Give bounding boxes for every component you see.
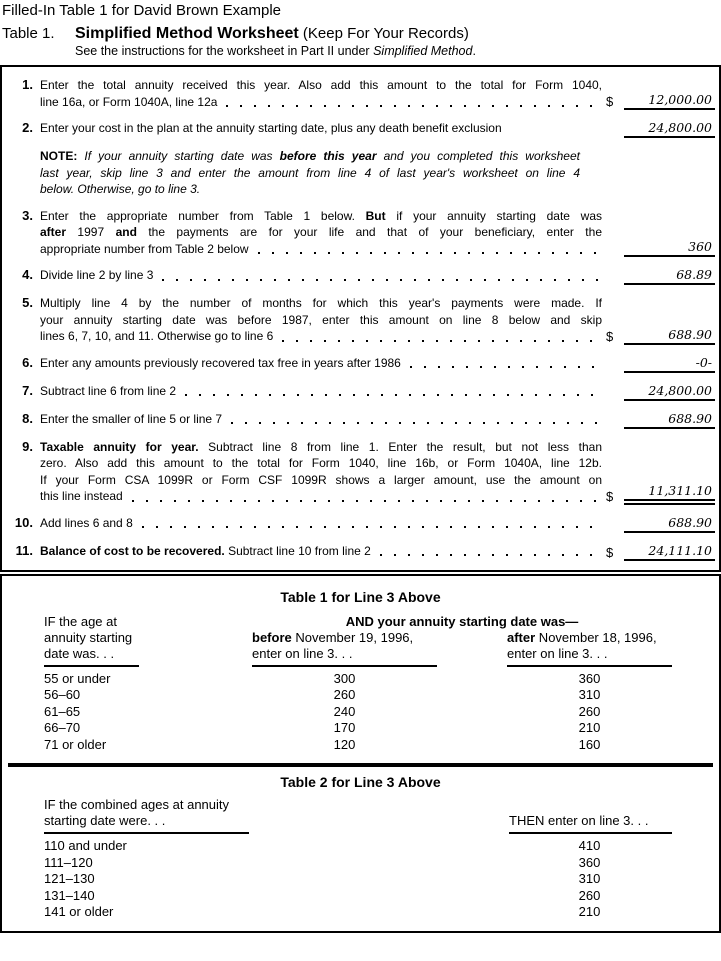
amount-value: 11,311.10	[648, 482, 712, 498]
table2-header	[2, 797, 719, 834]
text-segment: line 16a, or Form 1040A, line 12a	[40, 94, 218, 109]
before-value: 170	[333, 720, 356, 735]
dot-leader	[162, 279, 598, 281]
dot-leader	[185, 394, 598, 396]
header-underline	[44, 665, 139, 667]
line-text	[40, 267, 602, 285]
amount-field	[624, 483, 715, 505]
text-segment: Taxable annuity for year.	[40, 439, 199, 454]
text-line	[40, 77, 602, 94]
text-content	[40, 328, 273, 345]
worksheet-title-row	[2, 25, 721, 43]
age-range: 61–65	[44, 703, 81, 719]
text-line	[40, 543, 602, 560]
line-number: 11.	[15, 542, 33, 558]
amount-value: 24,800.00	[648, 120, 712, 135]
text-line	[40, 120, 602, 137]
text-segment: Subtract line 6 from line 2	[40, 383, 177, 398]
text-content	[40, 355, 401, 372]
worksheet-line	[2, 295, 719, 345]
text-content	[40, 166, 580, 180]
header-underline	[44, 832, 249, 834]
text-content	[40, 296, 602, 310]
table-label: Table 1.	[2, 25, 55, 42]
line-number: 6.	[22, 354, 33, 370]
text-content	[40, 488, 123, 505]
header-underline	[509, 832, 672, 834]
amount-value: 68.89	[676, 267, 712, 282]
dollar-sign: $	[606, 544, 614, 560]
amount-cell	[602, 239, 719, 257]
amount-field	[624, 239, 715, 257]
age-range: 56–60	[44, 687, 81, 702]
text-content	[40, 267, 153, 284]
line-text	[40, 148, 580, 198]
worksheet-line	[2, 120, 719, 138]
after-value: 210	[578, 720, 601, 735]
text-line	[40, 472, 602, 489]
text-content	[40, 440, 602, 454]
worksheet-line	[2, 77, 719, 110]
table1-row	[2, 687, 719, 704]
dot-leader	[226, 105, 598, 107]
line3-value: 410	[578, 838, 601, 853]
column-gap	[437, 630, 507, 667]
line-text	[40, 208, 602, 258]
text-segment: Enter your cost in the plan at the annuity starting date, plus any death benefit exclusion	[40, 121, 502, 135]
amount-cell	[602, 327, 719, 345]
combined-ages: 110 and under	[44, 838, 127, 853]
text-content	[40, 120, 502, 137]
text-segment: Enter any amounts previously recovered tax free in years after 1986	[40, 355, 401, 370]
text-line	[40, 411, 602, 428]
text-segment: zero. Also add this amount to the total for Form 1040, line 16b, or Form 1040A, line 12b.	[40, 456, 602, 470]
dot-leader	[410, 366, 598, 368]
text-segment: Balance of cost to be recovered.	[40, 543, 225, 558]
text-content	[40, 94, 217, 111]
table1-row	[2, 720, 719, 737]
table1-title: Table 1 for Line 3 Above	[280, 588, 441, 605]
line3-value: 310	[578, 871, 601, 886]
worksheet-line	[2, 267, 719, 285]
header-line: date was. . .	[44, 645, 115, 661]
line3-value: 260	[578, 887, 601, 903]
text-content	[40, 313, 602, 327]
before-value: 240	[333, 703, 356, 719]
table2-title: Table 2 for Line 3 Above	[280, 774, 441, 790]
header-line: after November 18, 1996,	[507, 629, 657, 645]
text-segment: Subtract line 10 from line 2	[224, 543, 371, 558]
text-segment: this line instead	[40, 489, 123, 503]
line3-value: 360	[578, 854, 601, 870]
line-text	[40, 515, 602, 533]
and-header: AND your annuity starting date was—	[345, 613, 579, 629]
amount-value: 12,000.00	[648, 92, 712, 107]
text-segment: before this year	[279, 149, 377, 163]
amount-cell	[602, 515, 719, 533]
dot-leader	[380, 554, 598, 556]
text-content	[40, 473, 602, 487]
text-segment: If your annuity starting date was	[77, 149, 280, 163]
text-content	[40, 149, 580, 163]
text-segment: and	[115, 225, 137, 239]
text-segment: appropriate number from Table 2 below	[40, 241, 249, 256]
line-text	[40, 543, 602, 561]
worksheet-line	[2, 208, 719, 258]
table1-col1-header	[44, 614, 252, 667]
line-text	[40, 77, 602, 110]
text-line	[40, 312, 602, 329]
amount-value: 688.90	[668, 410, 712, 426]
header-underline	[252, 665, 437, 667]
amount-field	[624, 267, 715, 285]
line-text	[40, 383, 602, 401]
amount-field	[624, 383, 715, 401]
text-line	[40, 488, 602, 505]
line-number: 5.	[22, 295, 33, 310]
table2-col2-header	[507, 813, 672, 834]
before-column-header	[252, 630, 437, 667]
table1-span-header	[252, 614, 672, 667]
line-text	[40, 120, 602, 138]
age-range: 66–70	[44, 720, 81, 735]
before-value: 120	[333, 736, 356, 752]
text-line	[40, 208, 602, 225]
text-segment: last year, skip line 3 and enter the amount from line 4 of last year's worksheet on line 4	[40, 165, 580, 180]
text-segment: Add lines 6 and 8	[40, 515, 133, 530]
amount-field	[624, 515, 715, 533]
table2-row	[2, 855, 719, 872]
text-segment: after	[40, 225, 67, 239]
text-line	[40, 295, 602, 312]
line-text	[40, 439, 602, 505]
amount-field	[624, 355, 715, 373]
text-segment: Multiply line 4 by the number of months for which this year's payments were made. If	[40, 296, 602, 310]
worksheet-subtitle: See the instructions for the worksheet in Part II under Simplified Method.	[75, 44, 476, 58]
line-number: 7.	[22, 382, 33, 398]
text-content	[40, 515, 133, 532]
text-segment: 1997	[66, 225, 116, 239]
after-value: 310	[578, 687, 601, 702]
text-content	[40, 225, 602, 239]
age-range: 55 or under	[44, 670, 111, 686]
text-line	[40, 148, 580, 165]
table2-col1-header	[44, 797, 354, 834]
header-underline	[507, 665, 672, 667]
worksheet-line	[2, 439, 719, 505]
text-segment: below. Otherwise, go to line 3.	[40, 182, 201, 196]
text-content	[40, 543, 371, 560]
combined-ages: 141 or older	[44, 904, 114, 919]
table2-row	[2, 904, 719, 921]
dot-leader	[142, 526, 598, 528]
amount-cell	[602, 383, 719, 401]
text-segment: lines 6, 7, 10, and 11. Otherwise go to line 6	[40, 329, 274, 343]
text-content	[40, 78, 602, 92]
text-segment: Subtract line 8 from line 1. Enter the result, but not less than	[198, 439, 602, 454]
amount-value: 360	[688, 239, 712, 254]
dollar-sign: $	[606, 94, 614, 109]
amount-field	[624, 411, 715, 429]
text-segment: Divide line 2 by line 3	[40, 268, 154, 282]
after-column-header	[507, 630, 672, 667]
table1-row	[2, 704, 719, 721]
header-line: IF the age at	[44, 613, 117, 629]
table2-row	[2, 871, 719, 888]
line-number: 3.	[22, 207, 33, 223]
amount-value: -0-	[695, 354, 712, 370]
after-value: 360	[578, 670, 601, 686]
table1-header	[2, 614, 719, 667]
line-number	[2, 148, 40, 198]
text-segment: If your Form CSA 1099R or Form CSF 1099R shows a larger amount, use the amount on	[40, 472, 602, 487]
after-value: 160	[578, 736, 601, 752]
amount-cell	[602, 355, 719, 373]
after-value: 260	[578, 703, 601, 719]
page-header	[0, 0, 721, 58]
amount-cell	[602, 120, 719, 138]
header-line: IF the combined ages at annuity	[44, 797, 230, 812]
table1-rows	[2, 671, 719, 754]
worksheet-box	[0, 65, 721, 572]
text-line	[40, 267, 602, 284]
before-value: 260	[333, 687, 356, 702]
text-content	[40, 383, 176, 400]
line3-value: 210	[578, 904, 601, 919]
text-line	[40, 224, 602, 241]
line-number: 10.	[14, 514, 33, 530]
amount-cell	[602, 411, 719, 429]
worksheet-line	[2, 543, 719, 561]
text-line	[40, 94, 602, 111]
combined-ages: 131–140	[44, 887, 95, 903]
table2-row	[2, 888, 719, 905]
dot-leader	[282, 340, 598, 342]
header-line: starting date were. . .	[44, 813, 166, 828]
page-title: Filled-In Table 1 for David Brown Example	[2, 2, 282, 19]
amount-field	[624, 92, 715, 110]
text-segment: the payments are for your life and that of your beneficiary, enter the	[136, 225, 602, 239]
dot-leader	[132, 500, 598, 502]
text-segment: Enter the total annuity received this year. Also add this amount to the total for Form 1040,	[40, 78, 602, 92]
text-content	[40, 241, 249, 258]
text-line	[40, 455, 602, 472]
text-content	[40, 411, 222, 428]
text-segment: But	[365, 208, 386, 223]
text-content	[40, 456, 602, 470]
header-line: THEN enter on line 3. . .	[509, 813, 649, 828]
dot-leader	[258, 252, 598, 254]
amount-field	[624, 120, 715, 138]
header-line: before November 19, 1996,	[252, 629, 414, 645]
header-line: annuity starting	[44, 629, 133, 645]
text-segment: NOTE:	[40, 149, 78, 163]
line-number: 1.	[22, 77, 33, 92]
amount-cell	[602, 267, 719, 285]
table-divider	[8, 763, 713, 767]
amount-cell	[602, 92, 719, 110]
text-line	[40, 241, 602, 258]
line-number: 9.	[22, 438, 33, 454]
text-line	[40, 439, 602, 456]
header-line: enter on line 3. . .	[252, 645, 353, 661]
text-content	[40, 209, 602, 223]
text-line	[40, 181, 580, 198]
amount-value: 24,800.00	[648, 382, 712, 398]
table1-row	[2, 671, 719, 688]
age-range: 71 or older	[44, 736, 107, 752]
table1-row	[2, 737, 719, 754]
text-segment: if your annuity starting date was	[385, 208, 603, 223]
line-text	[40, 411, 602, 429]
text-line	[40, 355, 602, 372]
text-segment: Enter the smaller of line 5 or line 7	[40, 411, 223, 426]
table2-row	[2, 838, 719, 855]
worksheet-line	[2, 383, 719, 401]
line-text	[40, 295, 602, 345]
amount-value: 688.90	[668, 514, 712, 530]
header-line: enter on line 3. . .	[507, 645, 608, 661]
worksheet-items	[2, 77, 719, 561]
amount-cell	[602, 483, 719, 505]
text-line	[40, 515, 602, 532]
worksheet-line	[2, 515, 719, 533]
amount-field	[624, 543, 715, 561]
amount-cell	[602, 543, 719, 561]
before-value: 300	[333, 670, 356, 686]
worksheet-title: Simplified Method Worksheet (Keep For Your Records)	[75, 25, 469, 42]
text-content	[40, 181, 200, 198]
text-segment: and you completed this worksheet	[376, 149, 580, 163]
line-number: 2.	[22, 120, 33, 135]
line-text	[40, 355, 602, 373]
text-segment: your annuity starting date was before 1987, enter this amount on line 8 below and skip	[40, 312, 602, 327]
combined-ages: 121–130	[44, 871, 95, 886]
worksheet-line	[2, 355, 719, 373]
combined-ages: 111–120	[44, 854, 93, 870]
line-number: 8.	[22, 410, 33, 426]
text-line	[40, 328, 602, 345]
table2-rows	[2, 838, 719, 921]
worksheet-line	[2, 411, 719, 429]
amount-value: 24,111.10	[648, 542, 712, 558]
dollar-sign: $	[606, 328, 614, 344]
dollar-sign: $	[606, 488, 614, 504]
line-number: 4.	[22, 267, 33, 282]
text-segment: Enter the appropriate number from Table 1 below.	[40, 208, 366, 223]
text-line	[40, 165, 580, 182]
table1-subheaders	[252, 630, 672, 667]
text-line	[40, 383, 602, 400]
amount-field	[624, 327, 715, 345]
worksheet-note	[2, 148, 719, 198]
amount-value: 688.90	[668, 326, 712, 342]
lookup-tables-box	[0, 574, 721, 933]
dot-leader	[231, 422, 598, 424]
